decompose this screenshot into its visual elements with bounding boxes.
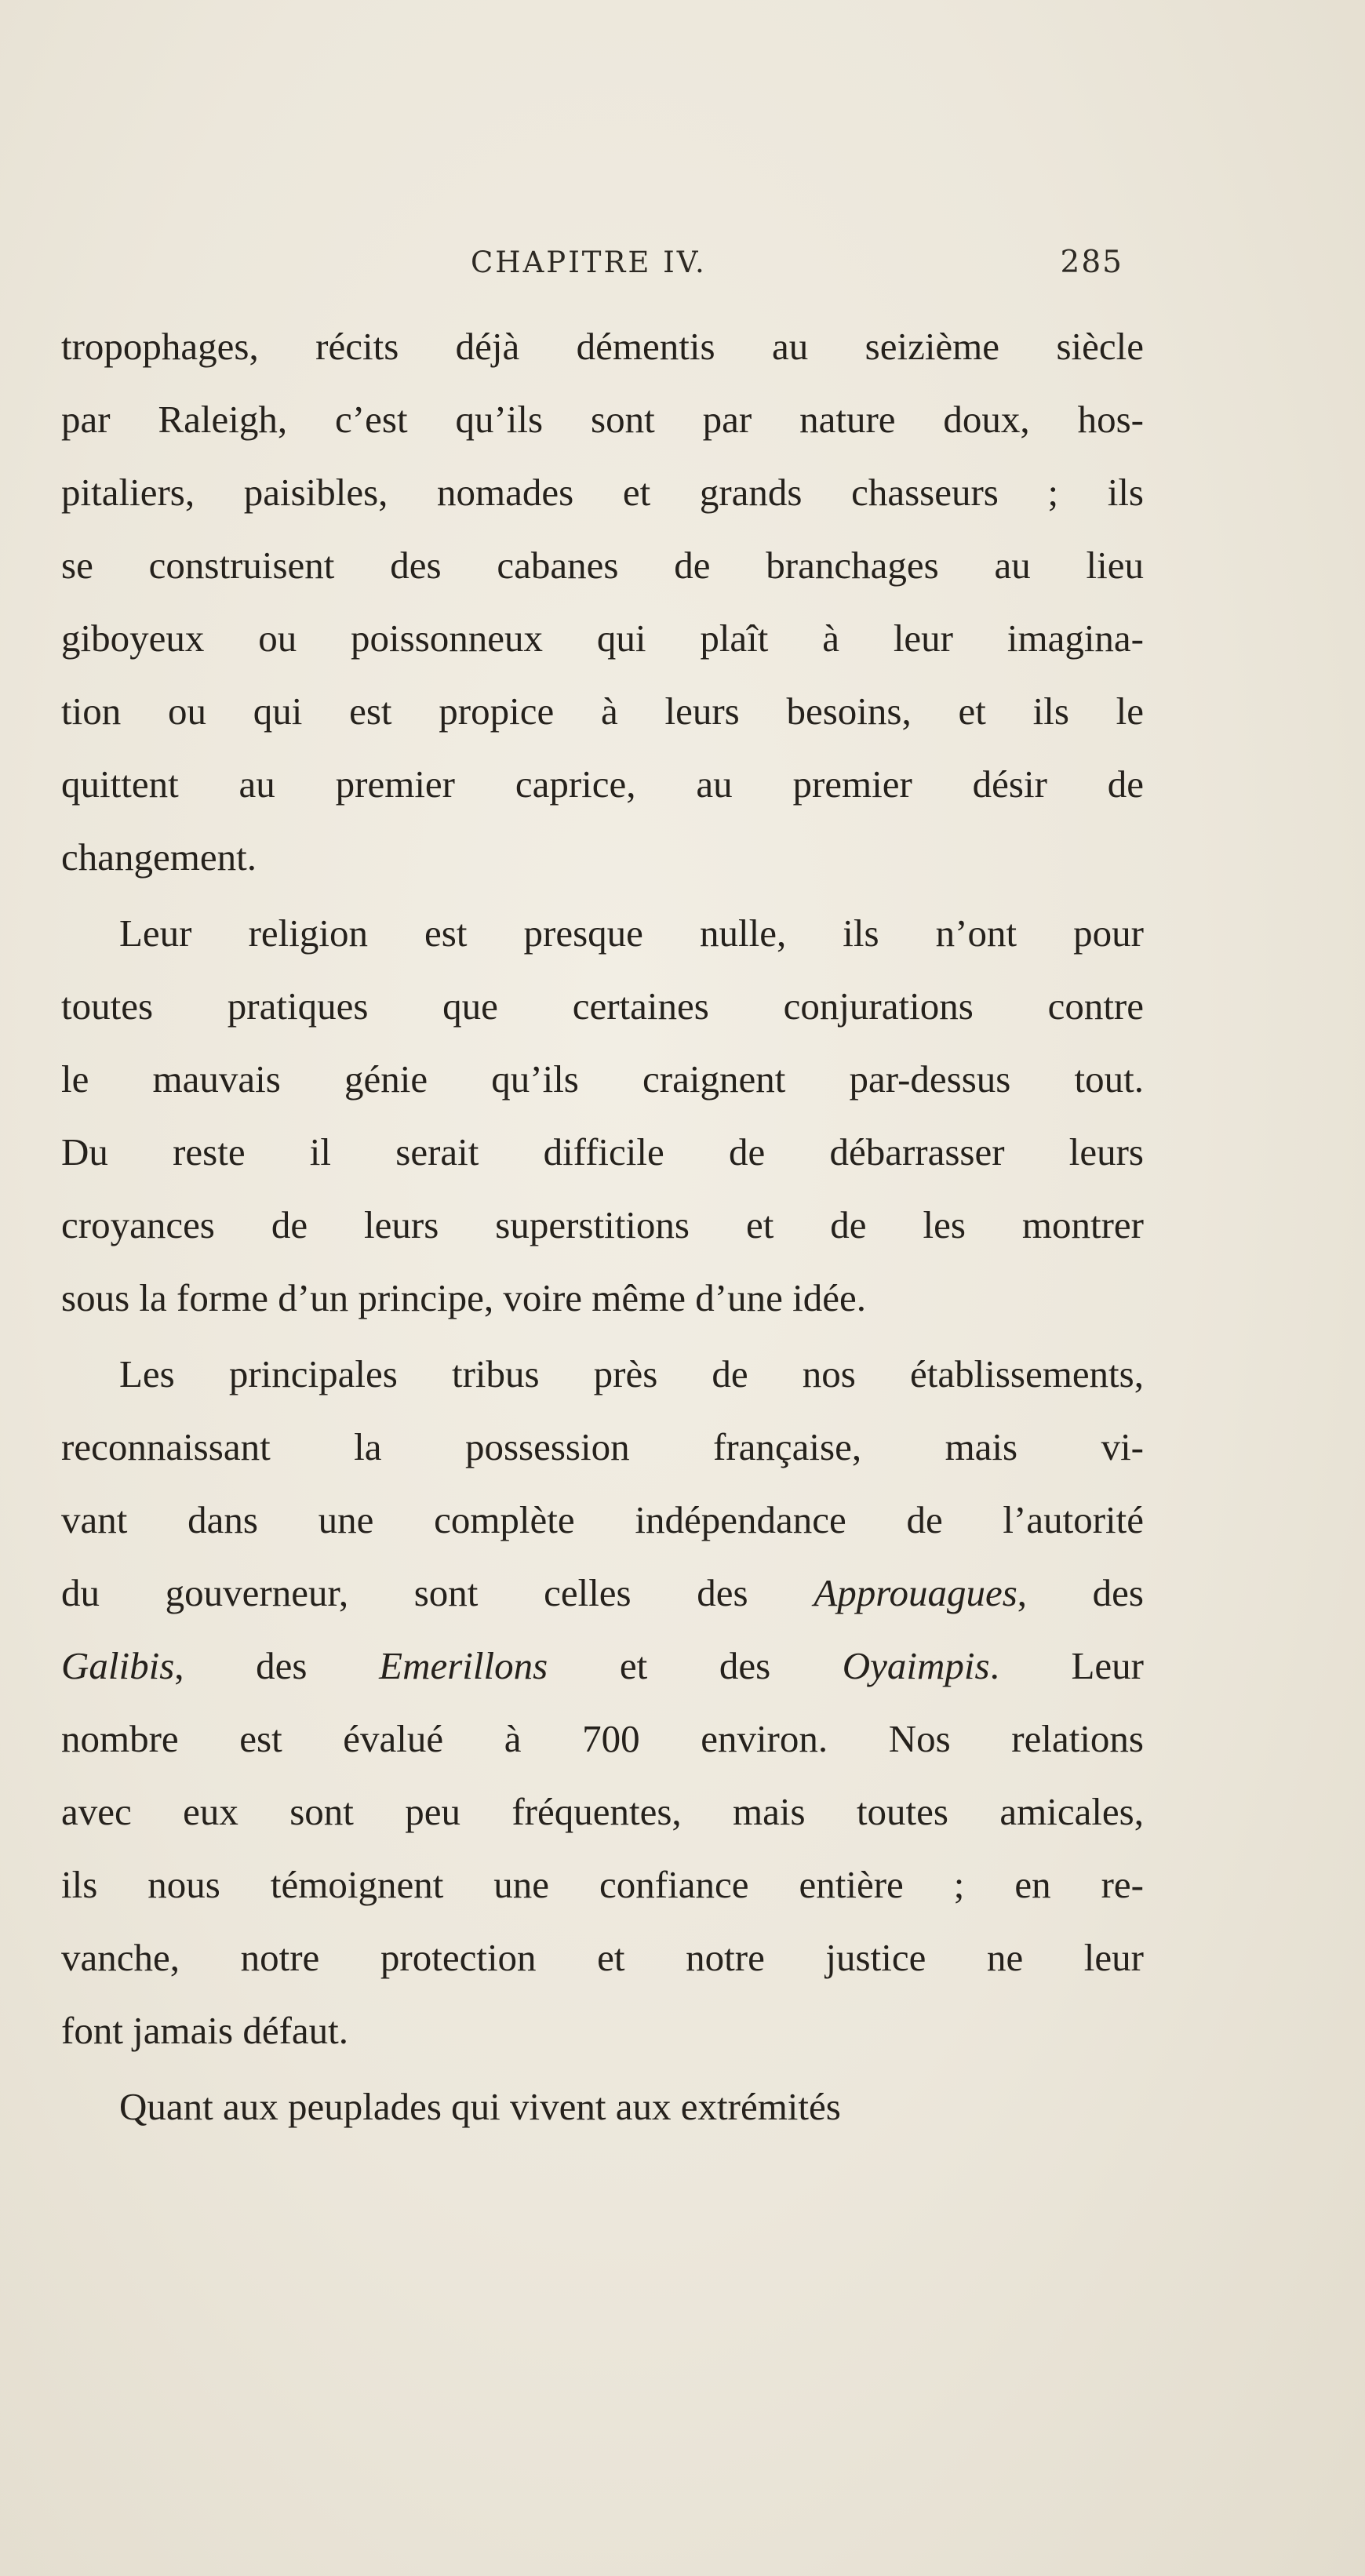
text-run: Leur religion est presque nulle, ils n’ont pour	[119, 911, 1144, 955]
text-run: Les principales tribus près de nos établissements,	[119, 1352, 1144, 1395]
text-line	[61, 820, 1144, 893]
text-run: reconnaissant la possession française, mais vi-	[61, 1425, 1144, 1468]
italic-text: Galibis	[61, 1644, 175, 1687]
text-line	[61, 970, 1144, 1042]
paragraph	[61, 897, 1144, 1334]
text-run: vant dans une complète indépendance de l’autorité	[61, 1498, 1144, 1541]
text-line	[61, 383, 1144, 456]
text-run: tion ou qui est propice à leurs besoins, et ils le	[61, 689, 1144, 733]
italic-text: Emerillons	[379, 1644, 548, 1687]
text-line	[61, 1042, 1144, 1115]
text-run: vanche, notre protection et notre justice ne leur	[61, 1936, 1144, 1979]
text-run: par Raleigh, c’est qu’ils sont par nature doux, hos-	[61, 398, 1144, 441]
text-run: Quant aux peuplades qui vivent aux extrémités	[119, 2085, 841, 2128]
text-run: font jamais défaut.	[61, 2009, 349, 2052]
text-run: du gouverneur, sont celles des	[61, 1571, 814, 1614]
text-line	[61, 1629, 1144, 1702]
text-run: Du reste il serait difficile de débarrasser leurs	[61, 1130, 1144, 1173]
body-text	[61, 310, 1144, 2143]
text-run: tropophages, récits déjà démentis au seizième siècle	[61, 325, 1144, 368]
text-run: avec eux sont peu fréquentes, mais toutes amicales,	[61, 1790, 1144, 1833]
paragraph	[61, 1337, 1144, 2067]
text-line	[61, 529, 1144, 602]
text-run: changement.	[61, 835, 257, 879]
text-line	[61, 1188, 1144, 1261]
page-header	[471, 239, 1123, 286]
text-line	[61, 897, 1144, 970]
text-run: ils nous témoignent une confiance entière ; en re-	[61, 1863, 1144, 1906]
text-line	[61, 1556, 1144, 1629]
text-line	[61, 748, 1144, 820]
italic-text: Oyaimpis	[842, 1644, 990, 1687]
text-run: croyances de leurs superstitions et de les montrer	[61, 1203, 1144, 1246]
text-line	[61, 1702, 1144, 1775]
text-line	[61, 1483, 1144, 1556]
text-line	[61, 2070, 1144, 2143]
text-run: giboyeux ou poissonneux qui plaît à leur imagina-	[61, 617, 1144, 660]
text-line	[61, 1337, 1144, 1410]
text-line	[61, 1921, 1144, 1994]
text-run: se construisent des cabanes de branchages au lieu	[61, 544, 1144, 587]
text-line	[61, 675, 1144, 748]
text-line	[61, 1410, 1144, 1483]
paragraph	[61, 310, 1144, 893]
text-run: , des	[1017, 1571, 1144, 1614]
text-line	[61, 1994, 1144, 2067]
text-run: toutes pratiques que certaines conjurations contre	[61, 984, 1144, 1028]
text-line	[61, 1261, 1144, 1334]
text-run: pitaliers, paisibles, nomades et grands chasseurs ; ils	[61, 471, 1144, 514]
text-run: le mauvais génie qu’ils craignent par-dessus tout.	[61, 1057, 1144, 1101]
text-line	[61, 310, 1144, 383]
text-line	[61, 1115, 1144, 1188]
text-run: nombre est évalué à 700 environ. Nos relations	[61, 1717, 1144, 1760]
text-line	[61, 456, 1144, 529]
running-title: CHAPITRE IV.	[471, 246, 707, 279]
text-line	[61, 602, 1144, 675]
text-run: . Leur	[989, 1644, 1144, 1687]
italic-text: Approuagues	[814, 1571, 1017, 1614]
text-run: et des	[548, 1644, 843, 1687]
text-line	[61, 1848, 1144, 1921]
text-run: , des	[174, 1644, 380, 1687]
paragraph	[61, 2070, 1144, 2143]
text-run: sous la forme d’un principe, voire même d’une idée.	[61, 1276, 866, 1319]
page-number: 285	[1060, 245, 1123, 280]
text-line	[61, 1775, 1144, 1848]
text-run: quittent au premier caprice, au premier désir de	[61, 762, 1144, 806]
